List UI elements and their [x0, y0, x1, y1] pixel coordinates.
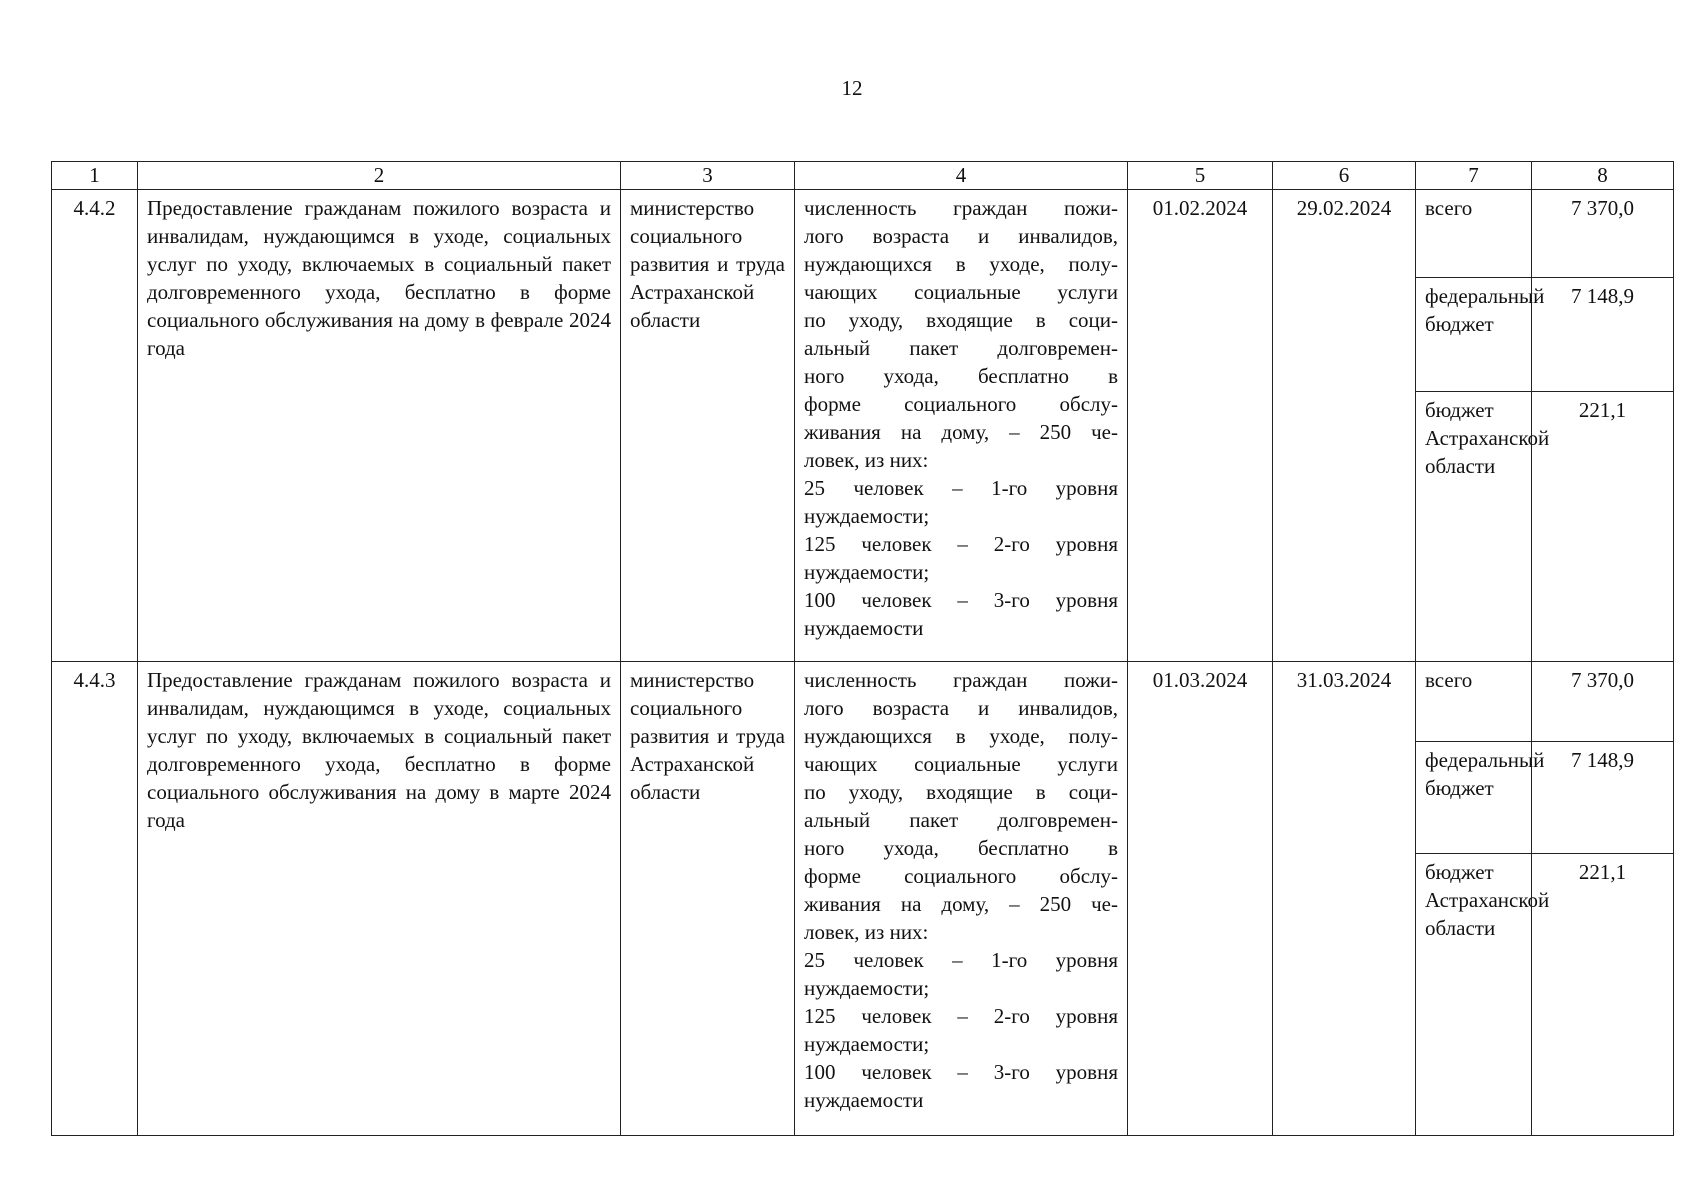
start-date: 01.03.2024	[1128, 662, 1273, 1136]
result-line: лого возраста и инвалидов,	[804, 224, 1118, 248]
result-line: чающих социальные услуги	[804, 280, 1118, 304]
item-code: 4.4.2	[52, 190, 138, 662]
funding-source: всего	[1416, 662, 1532, 742]
header-row	[52, 162, 1674, 190]
col-header-7: 7	[1416, 162, 1532, 190]
table-row	[52, 190, 1674, 278]
col-header-1: 1	[52, 162, 138, 190]
event-description: Предоставление гражданам пожилого возраста и инвалидам, нуждающимся в уходе, социальных услуг по уходу, включаемых в социальный пакет долговременного ухода, бесплатно в форме социального обслуживания на дому в марте 2024 года	[138, 662, 621, 1136]
executor: министерство социального развития и труда Астраханской области	[621, 190, 795, 662]
result-line: форме социального обслу-	[804, 864, 1118, 888]
item-code: 4.4.3	[52, 662, 138, 1136]
result-line: нуждаемости;	[804, 976, 930, 1000]
result-line: 100 человек – 3-го уровня	[804, 588, 1118, 612]
col-header-2: 2	[138, 162, 621, 190]
result-line: 25 человек – 1-го уровня	[804, 948, 1118, 972]
funding-source: федеральный бюджет	[1416, 742, 1532, 854]
result-line: ловек, из них:	[804, 920, 929, 944]
result-line: численность граждан пожи-	[804, 196, 1118, 220]
event-description: Предоставление гражданам пожилого возраста и инвалидам, нуждающимся в уходе, социальных услуг по уходу, включаемых в социальный пакет долговременного ухода, бесплатно в форме социального обслуживания на дому в феврале 2024 года	[138, 190, 621, 662]
result-line: нуждаемости;	[804, 560, 930, 584]
expected-result	[795, 190, 1128, 662]
result-line: ного ухода, бесплатно в	[804, 836, 1118, 860]
table-row	[52, 662, 1674, 742]
funding-amount: 221,1	[1532, 854, 1674, 1136]
result-line: живания на дому, – 250 че-	[804, 420, 1118, 444]
result-line: альный пакет долговремен-	[804, 808, 1118, 832]
end-date: 29.02.2024	[1273, 190, 1416, 662]
funding-amount: 7 148,9	[1532, 742, 1674, 854]
result-line: ного ухода, бесплатно в	[804, 364, 1118, 388]
page-number: 12	[841, 76, 863, 100]
result-line: 25 человек – 1-го уровня	[804, 476, 1118, 500]
funding-amount: 221,1	[1532, 392, 1674, 662]
result-line: 125 человек – 2-го уровня	[804, 532, 1118, 556]
result-line: нуждаемости;	[804, 504, 930, 528]
result-line: по уходу, входящие в соци-	[804, 308, 1118, 332]
result-line: чающих социальные услуги	[804, 752, 1118, 776]
result-line: численность граждан пожи-	[804, 668, 1118, 692]
funding-amount: 7 148,9	[1532, 278, 1674, 392]
result-line: лого возраста и инвалидов,	[804, 696, 1118, 720]
result-line: нуждаемости;	[804, 1032, 930, 1056]
result-line: нуждающихся в уходе, полу-	[804, 252, 1118, 276]
funding-source: бюджет Астраханской области	[1416, 392, 1532, 662]
result-line: 100 человек – 3-го уровня	[804, 1060, 1118, 1084]
end-date: 31.03.2024	[1273, 662, 1416, 1136]
result-line: живания на дому, – 250 че-	[804, 892, 1118, 916]
activities-table	[51, 161, 1674, 1136]
col-header-5: 5	[1128, 162, 1273, 190]
result-line: ловек, из них:	[804, 448, 929, 472]
funding-source: всего	[1416, 190, 1532, 278]
start-date: 01.02.2024	[1128, 190, 1273, 662]
col-header-6: 6	[1273, 162, 1416, 190]
result-line: по уходу, входящие в соци-	[804, 780, 1118, 804]
col-header-4: 4	[795, 162, 1128, 190]
result-line: альный пакет долговремен-	[804, 336, 1118, 360]
funding-amount: 7 370,0	[1532, 662, 1674, 742]
result-line: форме социального обслу-	[804, 392, 1118, 416]
funding-amount: 7 370,0	[1532, 190, 1674, 278]
result-line: 125 человек – 2-го уровня	[804, 1004, 1118, 1028]
executor: министерство социального развития и труда Астраханской области	[621, 662, 795, 1136]
result-line: нуждаемости	[804, 1088, 924, 1112]
col-header-8: 8	[1532, 162, 1674, 190]
result-line: нуждаемости	[804, 616, 924, 640]
result-line: нуждающихся в уходе, полу-	[804, 724, 1118, 748]
col-header-3: 3	[621, 162, 795, 190]
funding-source: бюджет Астраханской области	[1416, 854, 1532, 1136]
funding-source: федеральный бюджет	[1416, 278, 1532, 392]
expected-result	[795, 662, 1128, 1136]
